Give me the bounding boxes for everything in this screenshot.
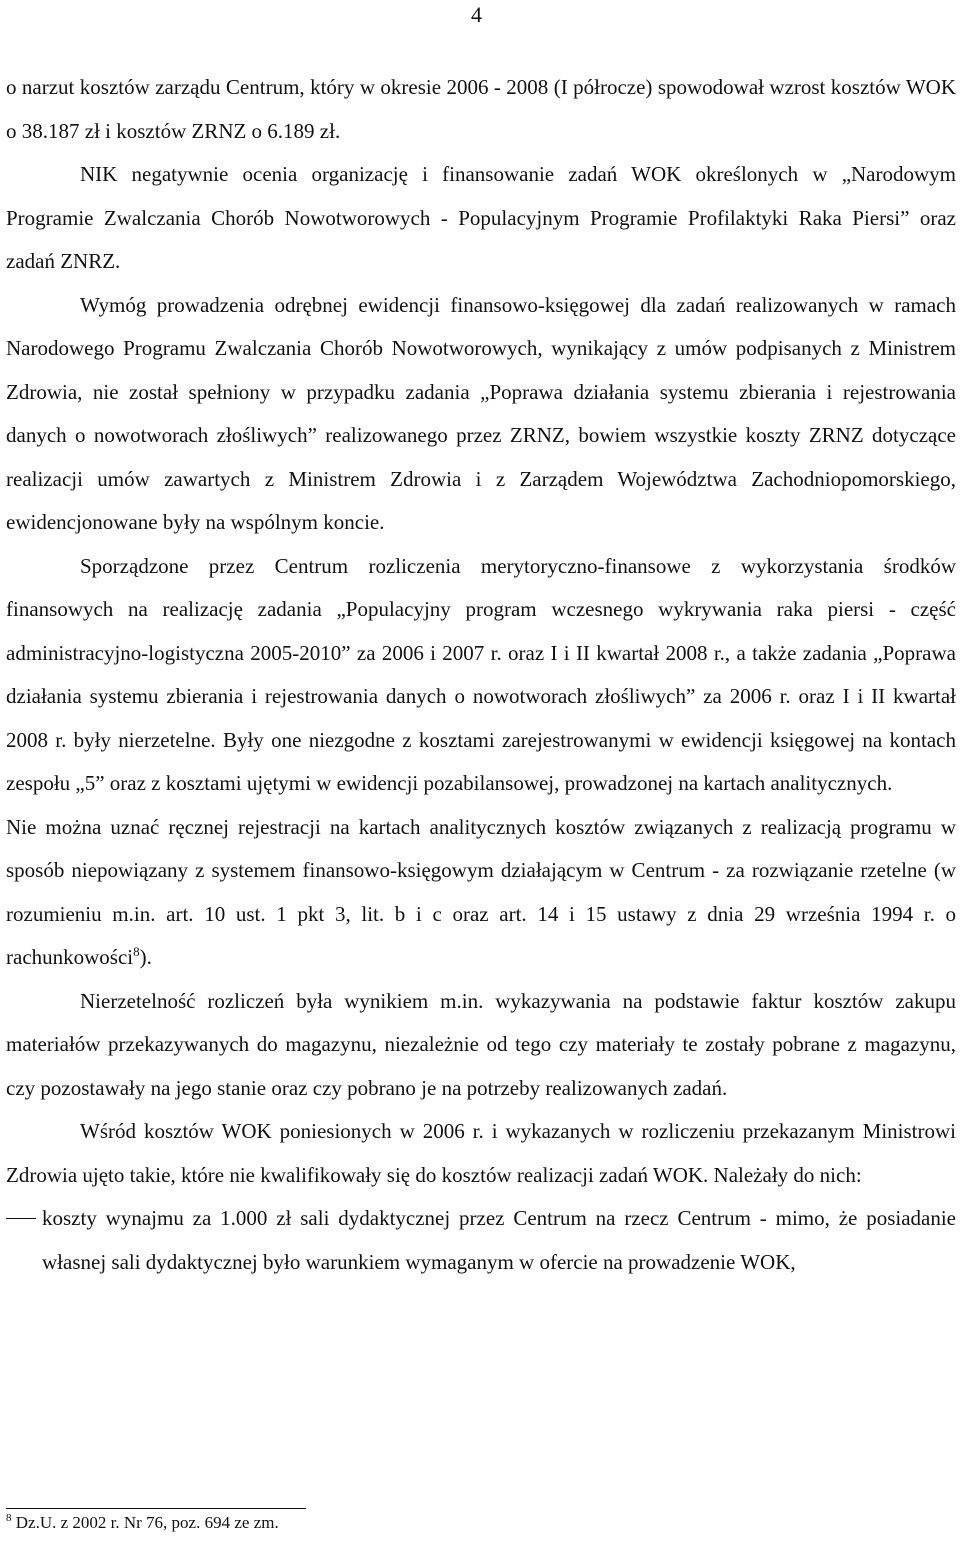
paragraph-unreliability: Nierzetelność rozliczeń była wynikiem m.in. wykazywania na podstawie faktur kosztów zakupu materiałów przekazywanych do magazynu, niezależnie od tego czy materiały te zostały pobrane z magazynu, czy pozostawały na jego stanie oraz czy pobrano je na potrzeby realizowanych zadań. <box>6 988 956 1100</box>
paragraph-settlements: Sporządzone przez Centrum rozliczenia merytoryczno-finansowe z wykorzystania środków finansowych na realizację zadania „Populacyjny program wczesnego wykrywania raka piersi - część administracyjno-logistyczna 2005-2010” za 2006 i 2007 r. oraz I i II kwartał 2008 r., a także zadania „Poprawa działania systemu zbierania i rejestrowania danych o nowotworach złośliwych” za 2006 r. oraz I i II kwartał 2008 r. były nierzetelne. Były one niezgodne z kosztami zarejestrowanymi w ewidencji księgowej na kontach zespołu „5” oraz z kosztami ujętymi w ewidencji pozabilansowej, prowadzonej na kartach analitycznych. <box>6 553 956 795</box>
paragraph-manual-registration-end: ). <box>139 945 152 969</box>
paragraph-wok-costs: Wśród kosztów WOK poniesionych w 2006 r. i wykazanych w rozliczeniu przekazanym Ministrowi Zdrowia ujęto takie, które nie kwalifikowały się do kosztów realizacji zadań WOK. Należały do nich: <box>6 1119 956 1187</box>
footnote-divider <box>6 1508 306 1509</box>
cost-list <box>6 1197 956 1284</box>
paragraph-nik-assessment: NIK negatywnie ocenia organizację i finansowanie zadań WOK określonych w „Narodowym Programie Zwalczania Chorób Nowotworowych - Populacyjnym Programie Profilaktyki Raka Piersi” oraz zadań ZNRZ. <box>6 162 956 273</box>
footnote-text: Dz.U. z 2002 r. Nr 76, poz. 694 ze zm. <box>15 1513 279 1532</box>
paragraph-continuation: o narzut kosztów zarządu Centrum, który w okresie 2006 - 2008 (I półrocze) spowodował wzrost kosztów WOK o 38.187 zł i kosztów ZRNZ o 6.189 zł. <box>6 75 956 143</box>
paragraph-manual-registration-text: Nie można uznać ręcznej rejestracji na kartach analitycznych kosztów związanych z realizacją programu w sposób niepowiązany z systemem finansowo-księgowym działającym w Centrum - za rozwiązanie rzetelne (w rozumieniu m.in. art. 10 ust. 1 pkt 3, lit. b i c oraz art. 14 i 15 ustawy z dnia 29 września 1994 r. o rachunkowości <box>6 814 956 969</box>
footnote-number: 8 <box>6 1512 12 1524</box>
paragraph-separate-records: Wymóg prowadzenia odrębnej ewidencji finansowo-księgowej dla zadań realizowanych w ramach Narodowego Programu Zwalczania Chorób Nowotworowych, wynikający z umów podpisanych z Ministrem Zdrowia, nie został spełniony w przypadku zadania „Poprawa działania systemu zbierania i rejestrowania danych o nowotworach złośliwych” realizowanego przez ZRNZ, bowiem wszystkie koszty ZRNZ dotyczące realizacji umów zawartych z Ministrem Zdrowia i z Zarządem Województwa Zachodniopomorskiego, ewidencjonowane były na wspólnym koncie. <box>6 292 956 534</box>
paragraph-manual-registration <box>6 806 956 980</box>
list-item-text: koszty wynajmu za 1.000 zł sali dydaktycznej przez Centrum na rzecz Centrum - mimo, że posiadanie własnej sali dydaktycznej było warunkiem wymaganym w ofercie na prowadzenie WOK, <box>42 1206 956 1274</box>
page-number: 4 <box>471 2 482 27</box>
list-item <box>6 1197 956 1284</box>
document-body <box>6 66 956 1284</box>
footnote-reference: 8 <box>133 944 140 959</box>
footnote <box>6 1512 279 1534</box>
